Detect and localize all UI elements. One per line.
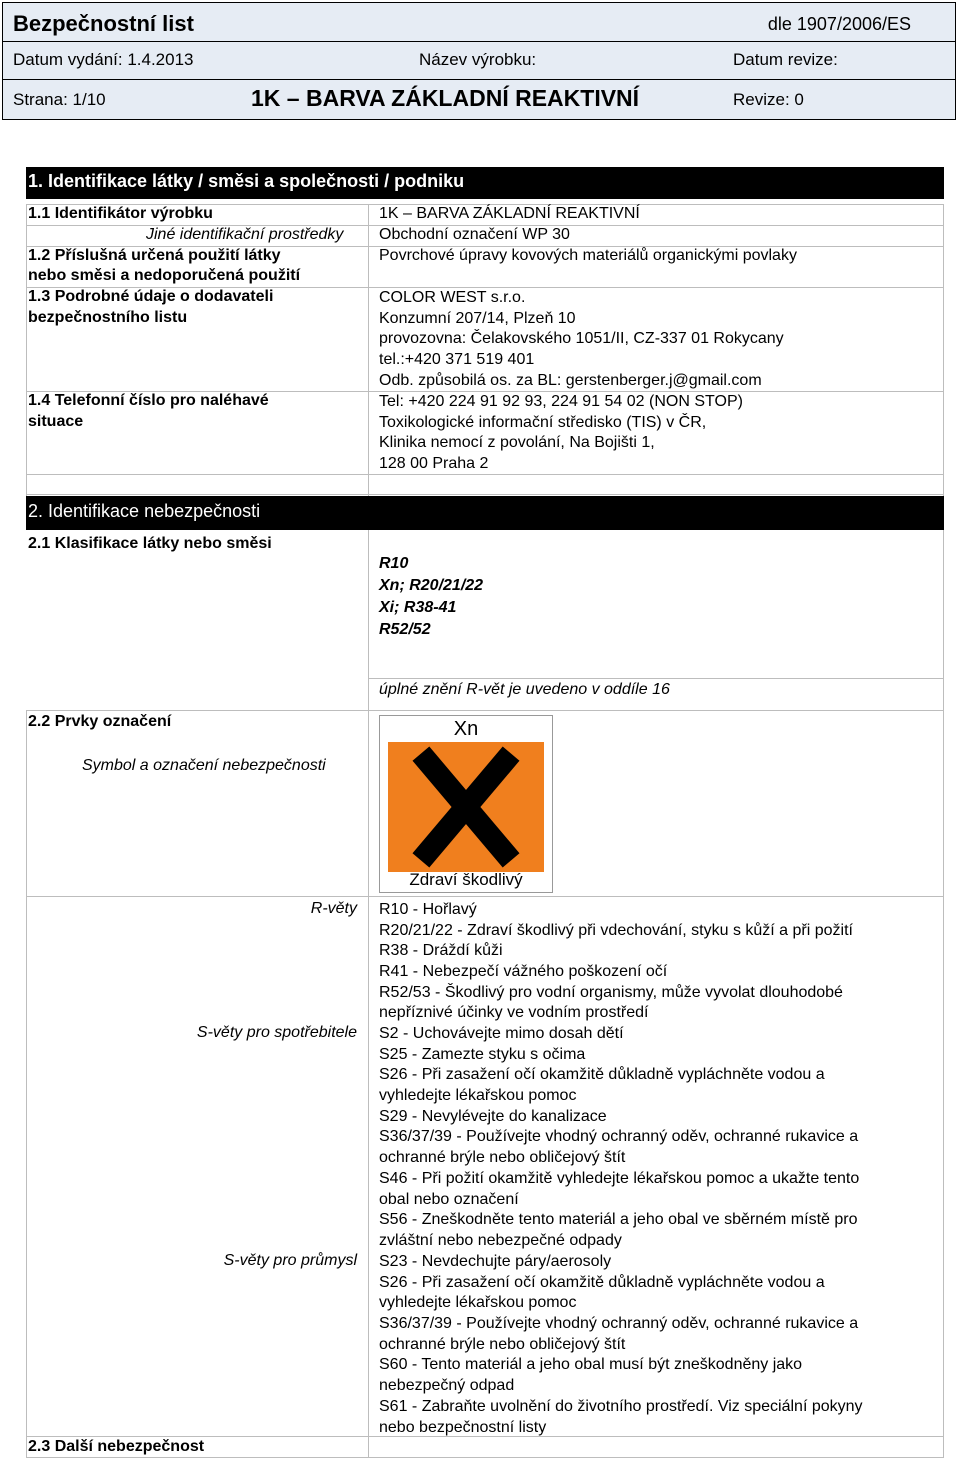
other-hazards-label: 2.3 Další nebezpečnost (28, 1438, 205, 1455)
pictogram-code: Xn (453, 718, 479, 740)
classification-label: 2.1 Klasifikace látky nebo směsi (28, 535, 272, 552)
emergency-details (379, 392, 743, 475)
emergency-line: Klinika nemocí z povolání, Na Bojišti 1, (379, 434, 655, 452)
use-label-2: nebo směsi a nedoporučená použití (28, 267, 301, 284)
emergency-line: Toxikologické informační středisko (TIS) v ČR, (379, 413, 707, 431)
s-phrase: S56 - Zneškodněte tento materiál a jeho obal ve sběrném místě pro (379, 1211, 858, 1229)
supplier-label-2: bezpečnostního listu (28, 309, 188, 326)
r-phrase: R41 - Nebezpečí vážného poškození očí (379, 963, 668, 981)
use-value: Povrchové úpravy kovových materiálů organickými povlaky (379, 247, 797, 264)
regulation-reference: dle 1907/2006/ES (767, 14, 911, 34)
emergency-line: Tel: +420 224 91 92 93, 224 91 54 02 (NON STOP) (379, 393, 743, 410)
s-phrase: S36/37/39 - Používejte vhodný ochranný oděv, ochranné rukavice a (379, 1315, 859, 1333)
identifier-value: 1K – BARVA ZÁKLADNÍ REAKTIVNÍ (379, 205, 640, 222)
s-industry-list (379, 1252, 863, 1438)
s-phrase: S25 - Zamezte styku s očima (379, 1045, 586, 1063)
s-phrase: S46 - Při požití okamžitě vyhledejte lékařskou pomoc a ukažte tento (379, 1169, 860, 1187)
classification-line: R10 (379, 555, 409, 572)
s-phrase: S36/37/39 - Používejte vhodný ochranný oděv, ochranné rukavice a (379, 1128, 859, 1146)
s-phrase: S23 - Nevdechujte páry/aerosoly (379, 1253, 612, 1270)
r-phrase: R20/21/22 - Zdraví škodlivý při vdechování, styku s kůží a při požití (379, 921, 853, 939)
s-phrase: nebezpečný odpad (379, 1377, 515, 1395)
emergency-line: 128 00 Praha 2 (379, 455, 489, 473)
s-phrase: ochranné brýle nebo obličejový štít (379, 1149, 626, 1167)
r-phrases-list (379, 900, 853, 1024)
product-name-label: Název výrobku: (419, 50, 537, 69)
supplier-line: Odb. způsobilá os. za BL: gerstenberger.j@gmail.com (379, 371, 762, 389)
document-title: Bezpečnostní list (13, 11, 194, 36)
symbol-label: Symbol a označení nebezpečnosti (82, 757, 326, 774)
s-phrase: obal nebo označení (379, 1190, 519, 1208)
classification-line: R52/52 (379, 621, 431, 638)
s-phrase: S61 - Zabraňte uvolnění do životního prostředí. Viz speciální pokyny (379, 1397, 863, 1415)
issue-date: Datum vydání: 1.4.2013 (13, 50, 194, 69)
section-2-heading (26, 496, 944, 530)
s-industry-label: S-věty pro průmysl (223, 1252, 357, 1269)
s-phrase: S2 - Uchovávejte mimo dosah dětí (379, 1025, 624, 1042)
section-2-title: 2. Identifikace nebezpečnosti (28, 501, 261, 521)
r-phrase: R38 - Dráždí kůži (379, 942, 503, 960)
warning-cross-icon (388, 742, 544, 872)
emergency-label-1: 1.4 Telefonní číslo pro naléhavé (28, 392, 269, 409)
section-1-title: 1. Identifikace látky / směsi a společnosti / podniku (28, 171, 465, 191)
page-number: Strana: 1/10 (13, 90, 106, 109)
revision-number: Revize: 0 (733, 90, 804, 109)
s-phrase: vyhledejte lékařskou pomoc (379, 1087, 577, 1105)
classification-values (379, 553, 483, 641)
s-phrase: S26 - Při zasažení očí okamžitě důkladně vypláchněte vodou a (379, 1273, 825, 1291)
hazard-pictogram (379, 715, 553, 893)
supplier-label-1: 1.3 Podrobné údaje o dodavateli (28, 288, 274, 305)
document-header (2, 2, 956, 120)
other-id-label: Jiné identifikační prostředky (146, 226, 344, 243)
pictogram-caption: Zdraví škodlivý (409, 870, 523, 889)
s-phrase: zvláštní nebo nebezpečné odpady (379, 1231, 622, 1249)
r-phrases-note: úplné znění R-vět je uvedeno v oddíle 16 (379, 681, 670, 698)
s-consumer-label: S-věty pro spotřebitele (196, 1024, 357, 1041)
use-label-1: 1.2 Příslušná určená použití látky (28, 247, 281, 264)
product-name: 1K – BARVA ZÁKLADNÍ REAKTIVNÍ (251, 85, 640, 111)
supplier-line: Konzumní 207/14, Plzeň 10 (379, 309, 576, 327)
supplier-details (379, 288, 784, 391)
classification-line: Xn; R20/21/22 (379, 577, 484, 594)
r-phrase: R52/53 - Škodlivý pro vodní organismy, může vyvolat dlouhodobé (379, 983, 843, 1001)
emergency-label-2: situace (28, 413, 84, 430)
s-phrase: S29 - Nevylévejte do kanalizace (379, 1107, 607, 1125)
r-phrase: nepříznivé účinky ve vodním prostředí (379, 1004, 649, 1022)
other-id-value: Obchodní označení WP 30 (379, 226, 570, 243)
label-elements-label: 2.2 Prvky označení (28, 713, 172, 730)
s-phrase: S60 - Tento materiál a jeho obal musí být zneškodněny jako (379, 1356, 803, 1374)
s-phrase: ochranné brýle nebo obličejový štít (379, 1335, 626, 1353)
r-phrases-label: R-věty (310, 900, 357, 917)
classification-line: Xi; R38-41 (379, 599, 457, 616)
s-phrase: S26 - Při zasažení očí okamžitě důkladně vypláchněte vodou a (379, 1066, 825, 1084)
s-phrase: vyhledejte lékařskou pomoc (379, 1294, 577, 1312)
section-1-heading (26, 167, 944, 199)
supplier-line: provozovna: Čelakovského 1051/II, CZ-337 01 Rokycany (379, 330, 784, 348)
r-phrase: R10 - Hořlavý (379, 901, 477, 918)
supplier-line: tel.:+420 371 519 401 (379, 351, 535, 369)
s-phrase: nebo bezpečnostní listy (379, 1418, 547, 1436)
revision-date-label: Datum revize: (733, 50, 838, 69)
s-consumer-list (379, 1024, 859, 1252)
identifier-label: 1.1 Identifikátor výrobku (28, 205, 213, 222)
supplier-line: COLOR WEST s.r.o. (379, 289, 526, 306)
